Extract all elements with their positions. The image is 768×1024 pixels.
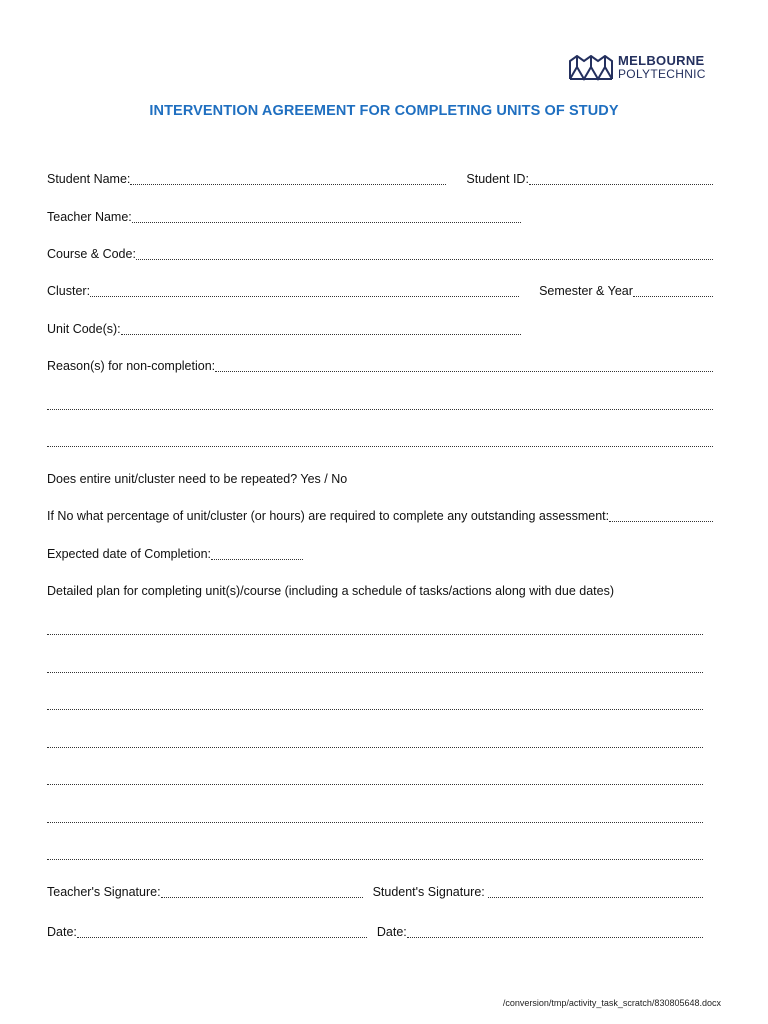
plan-line-3-row: [47, 697, 703, 712]
expected-date-row: [47, 547, 303, 562]
student-id-field[interactable]: [529, 173, 713, 185]
reasons-field[interactable]: [215, 360, 713, 372]
teacher-name-label: Teacher Name:: [47, 210, 132, 224]
teacher-date-field[interactable]: [77, 926, 367, 938]
student-date-field[interactable]: [407, 926, 703, 938]
student-name-row: [47, 172, 713, 187]
student-name-label: Student Name:: [47, 172, 131, 186]
repeat-question-label: Does entire unit/cluster need to be repeated? Yes / No: [47, 472, 348, 486]
cluster-label: Cluster:: [47, 284, 91, 298]
form-title: INTERVENTION AGREEMENT FOR COMPLETING UNITS OF STUDY: [149, 103, 619, 119]
plan-line-2-row: [47, 660, 703, 675]
plan-field-line-4[interactable]: [47, 736, 703, 748]
plan-heading-row: [47, 584, 713, 599]
unit-codes-row: [47, 322, 521, 337]
teacher-signature-field[interactable]: [161, 886, 363, 898]
polytechnic-logo-icon: [569, 55, 613, 81]
expected-date-label: Expected date of Completion:: [47, 547, 211, 561]
cluster-row: [47, 284, 713, 299]
repeat-question-row: [47, 472, 713, 487]
percentage-row: [47, 509, 713, 524]
semester-year-field[interactable]: [633, 285, 713, 297]
plan-line-1-row: [47, 622, 703, 637]
plan-line-7-row: [47, 847, 703, 862]
reasons-line-3-row: [47, 434, 713, 449]
reasons-field-line-2[interactable]: [47, 398, 713, 410]
plan-line-4-row: [47, 735, 703, 750]
melbourne-polytechnic-logo: [569, 54, 719, 84]
teacher-date-label: Date:: [47, 925, 77, 939]
dates-row: [47, 925, 703, 940]
course-code-row: [47, 247, 713, 262]
teacher-name-field[interactable]: [132, 211, 521, 223]
student-id-label: Student ID:: [466, 172, 529, 186]
unit-codes-label: Unit Code(s):: [47, 322, 121, 336]
plan-field-line-1[interactable]: [47, 623, 703, 635]
footer-file-path: /conversion/tmp/activity_task_scratch/830805648.docx: [502, 998, 721, 1008]
plan-field-line-2[interactable]: [47, 661, 703, 673]
course-code-field[interactable]: [136, 248, 713, 260]
plan-line-6-row: [47, 810, 703, 825]
reasons-label: Reason(s) for non-completion:: [47, 359, 216, 373]
student-signature-field[interactable]: [488, 886, 703, 898]
teacher-name-row: [47, 210, 521, 225]
plan-field-line-3[interactable]: [47, 698, 703, 710]
student-signature-label: Student's Signature:: [372, 885, 489, 899]
plan-field-line-6[interactable]: [47, 811, 703, 823]
student-date-label: Date:: [376, 925, 407, 939]
teacher-signature-label: Teacher's Signature:: [47, 885, 161, 899]
plan-heading-label: Detailed plan for completing unit(s)/course (including a schedule of tasks/actions along with due dates): [47, 584, 614, 598]
percentage-field[interactable]: [609, 510, 713, 522]
reasons-row: [47, 359, 713, 374]
plan-field-line-7[interactable]: [47, 848, 703, 860]
unit-codes-field[interactable]: [121, 323, 521, 335]
percentage-question-label: If No what percentage of unit/cluster (or hours) are required to complete any outstanding assessment:: [47, 509, 610, 523]
logo-line-1: MELBOURNE: [618, 53, 705, 68]
logo-line-2: POLYTECHNIC: [618, 67, 706, 81]
reasons-line-2-row: [47, 397, 713, 412]
plan-line-5-row: [47, 772, 703, 787]
plan-field-line-5[interactable]: [47, 773, 703, 785]
signatures-row: [47, 885, 703, 900]
expected-date-field[interactable]: [211, 548, 303, 560]
semester-year-label: Semester & Year: [539, 284, 633, 298]
reasons-field-line-3[interactable]: [47, 435, 713, 447]
student-name-field[interactable]: [130, 173, 446, 185]
course-code-label: Course & Code:: [47, 247, 136, 261]
cluster-field[interactable]: [90, 285, 519, 297]
